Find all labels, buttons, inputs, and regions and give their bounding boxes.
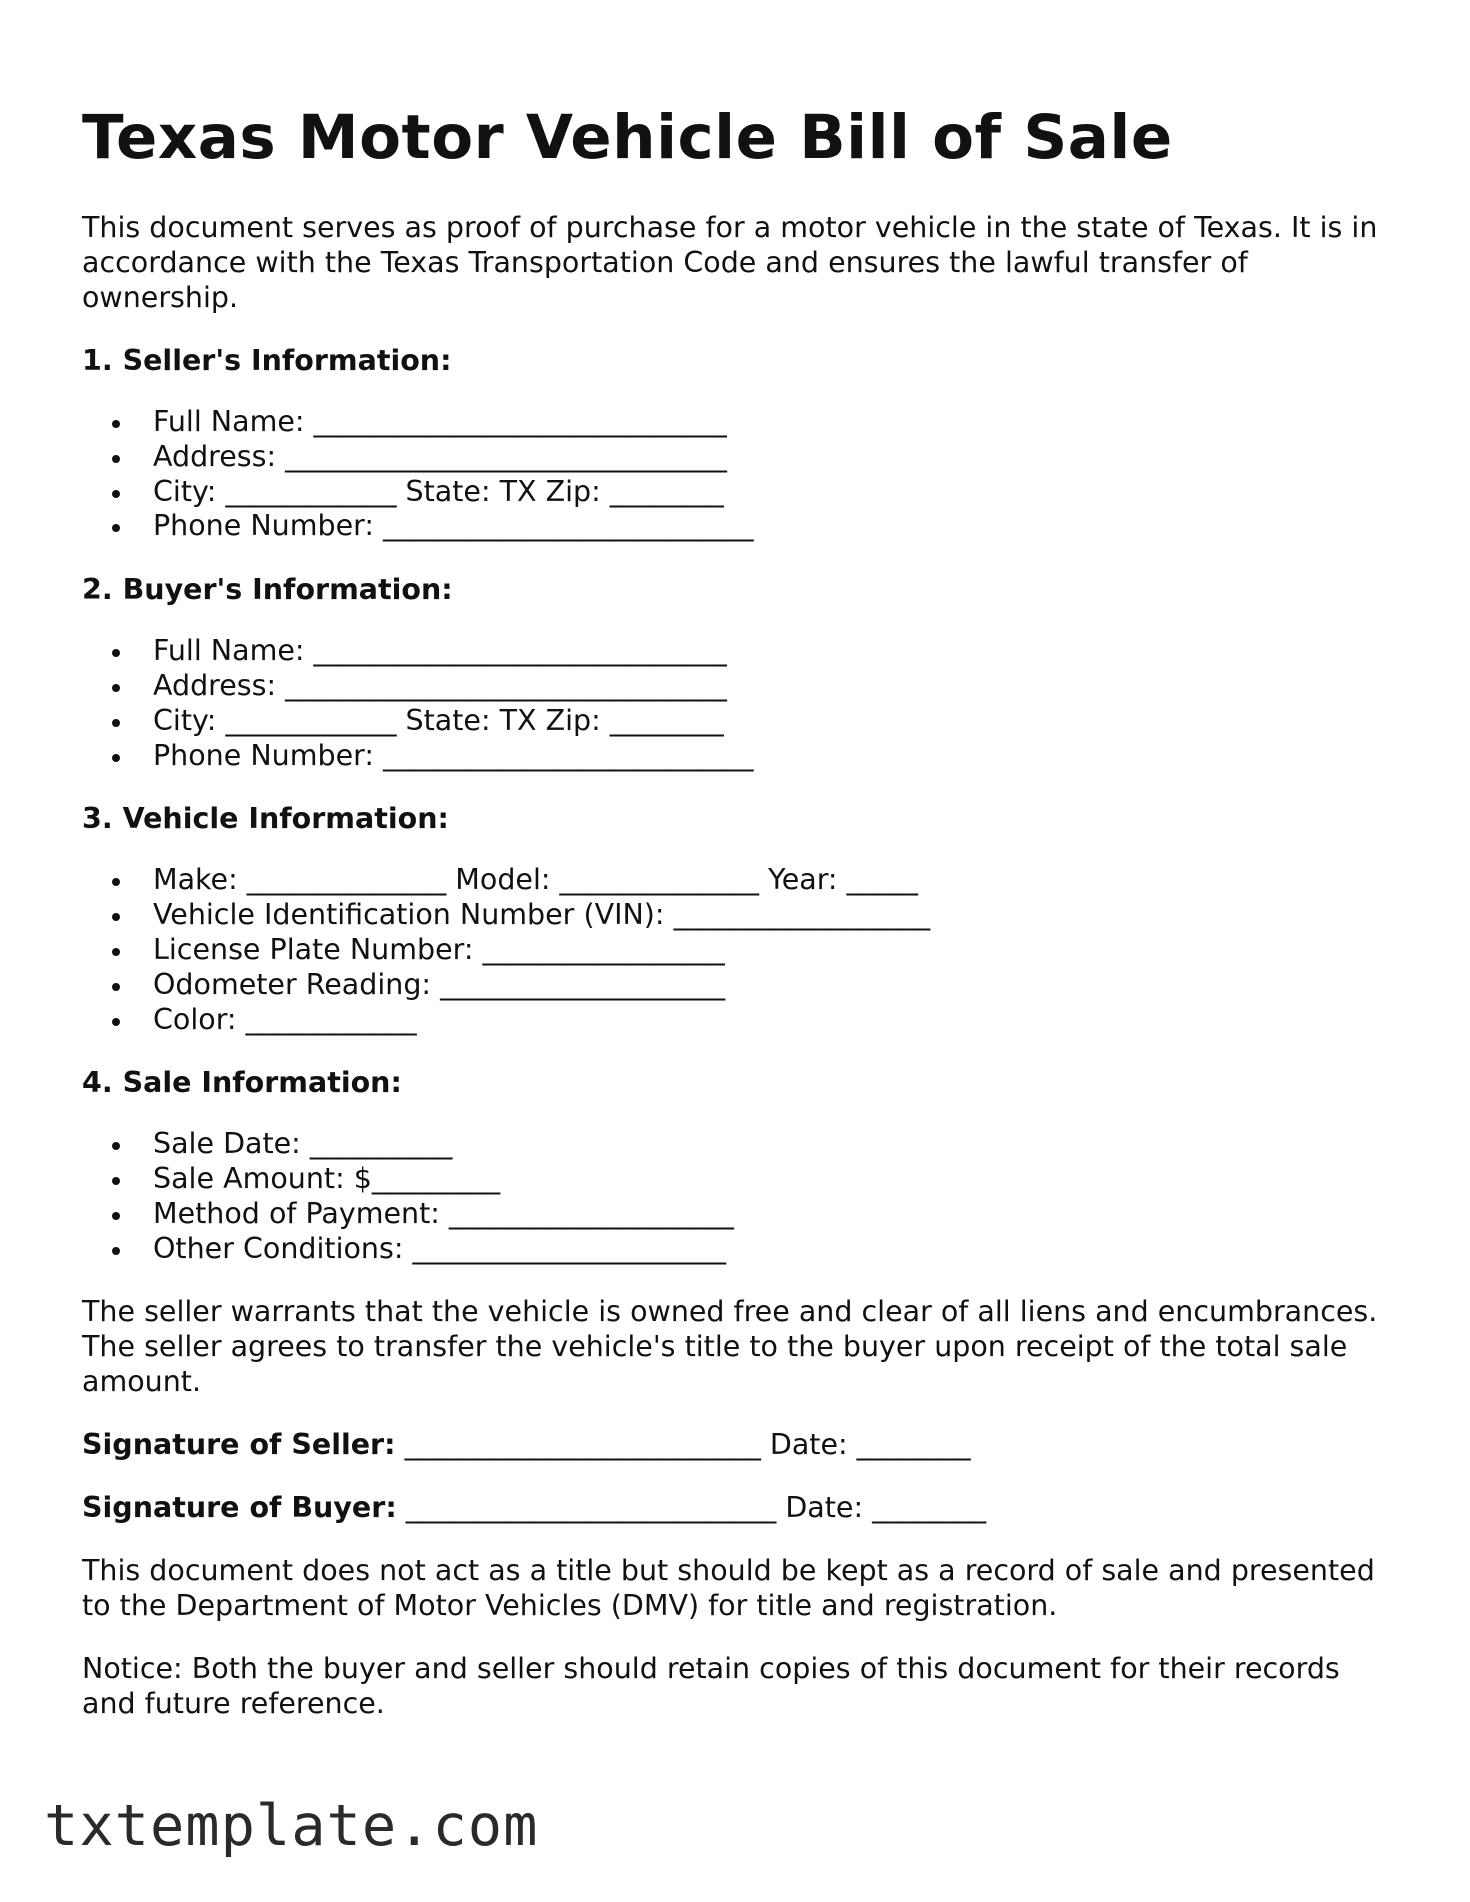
- sale-info-list: [82, 1127, 1402, 1266]
- seller-info-list: [82, 405, 1402, 544]
- other-conditions-field: Other Conditions: ______________________: [112, 1232, 1402, 1267]
- seller-address-field: Address: _______________________________: [112, 440, 1402, 475]
- seller-full-name-field: Full Name: _____________________________: [112, 405, 1402, 440]
- warranty-paragraph: The seller warrants that the vehicle is owned free and clear of all liens and encumbrances. The seller agrees to transfer the vehicle's title to the buyer upon receipt of the total sale amount.: [82, 1294, 1378, 1398]
- buyer-signature-blank: __________________________ Date: ________: [396, 1490, 987, 1524]
- buyer-full-name-field: Full Name: _____________________________: [112, 634, 1402, 669]
- sale-amount-field: Sale Amount: $_________: [112, 1162, 1402, 1197]
- buyer-city-state-zip-field: City: ____________ State: TX Zip: ________: [112, 704, 1402, 739]
- seller-signature-line: [82, 1427, 1402, 1462]
- site-watermark: txtemplate.com: [44, 1793, 539, 1859]
- buyer-signature-line: [82, 1490, 1402, 1525]
- vehicle-odometer-field: Odometer Reading: ____________________: [112, 968, 1402, 1003]
- seller-city-state-zip-field: City: ____________ State: TX Zip: ________: [112, 475, 1402, 510]
- section-heading-sale: 4. Sale Information:: [82, 1066, 402, 1100]
- seller-phone-field: Phone Number: __________________________: [112, 509, 1402, 544]
- vehicle-info-list: [82, 863, 1402, 1037]
- document-title: Texas Motor Vehicle Bill of Sale: [82, 102, 1173, 173]
- document-page: [82, 0, 1402, 1721]
- section-heading-buyer: 2. Buyer's Information:: [82, 573, 453, 607]
- notice-paragraph: Notice: Both the buyer and seller should retain copies of this document for their records and future reference.: [82, 1651, 1340, 1720]
- buyer-signature-label: Signature of Buyer:: [82, 1490, 397, 1524]
- buyer-phone-field: Phone Number: __________________________: [112, 739, 1402, 774]
- payment-method-field: Method of Payment: ____________________: [112, 1197, 1402, 1232]
- buyer-address-field: Address: _______________________________: [112, 669, 1402, 704]
- buyer-info-list: [82, 634, 1402, 773]
- vehicle-plate-field: License Plate Number: _________________: [112, 933, 1402, 968]
- vehicle-vin-field: Vehicle Identification Number (VIN): __________________: [112, 898, 1402, 933]
- sale-date-field: Sale Date: __________: [112, 1127, 1402, 1162]
- seller-signature-blank: _________________________ Date: ________: [395, 1427, 971, 1461]
- section-heading-seller: 1. Seller's Information:: [82, 344, 452, 377]
- seller-signature-label: Signature of Seller:: [82, 1427, 396, 1461]
- vehicle-color-field: Color: ____________: [112, 1003, 1402, 1038]
- vehicle-make-model-year-field: Make: ______________ Model: ______________ Year: _____: [112, 863, 1402, 898]
- section-heading-vehicle: 3. Vehicle Information:: [82, 802, 449, 836]
- disclaimer-paragraph: This document does not act as a title but should be kept as a record of sale and presented to the Department of Motor Vehicles (DMV) for title and registration.: [82, 1553, 1375, 1622]
- intro-paragraph: This document serves as proof of purchase for a motor vehicle in the state of Texas. It is in accordance with the Texas Transportation Code and ensures the lawful transfer of ownership.: [82, 211, 1378, 314]
